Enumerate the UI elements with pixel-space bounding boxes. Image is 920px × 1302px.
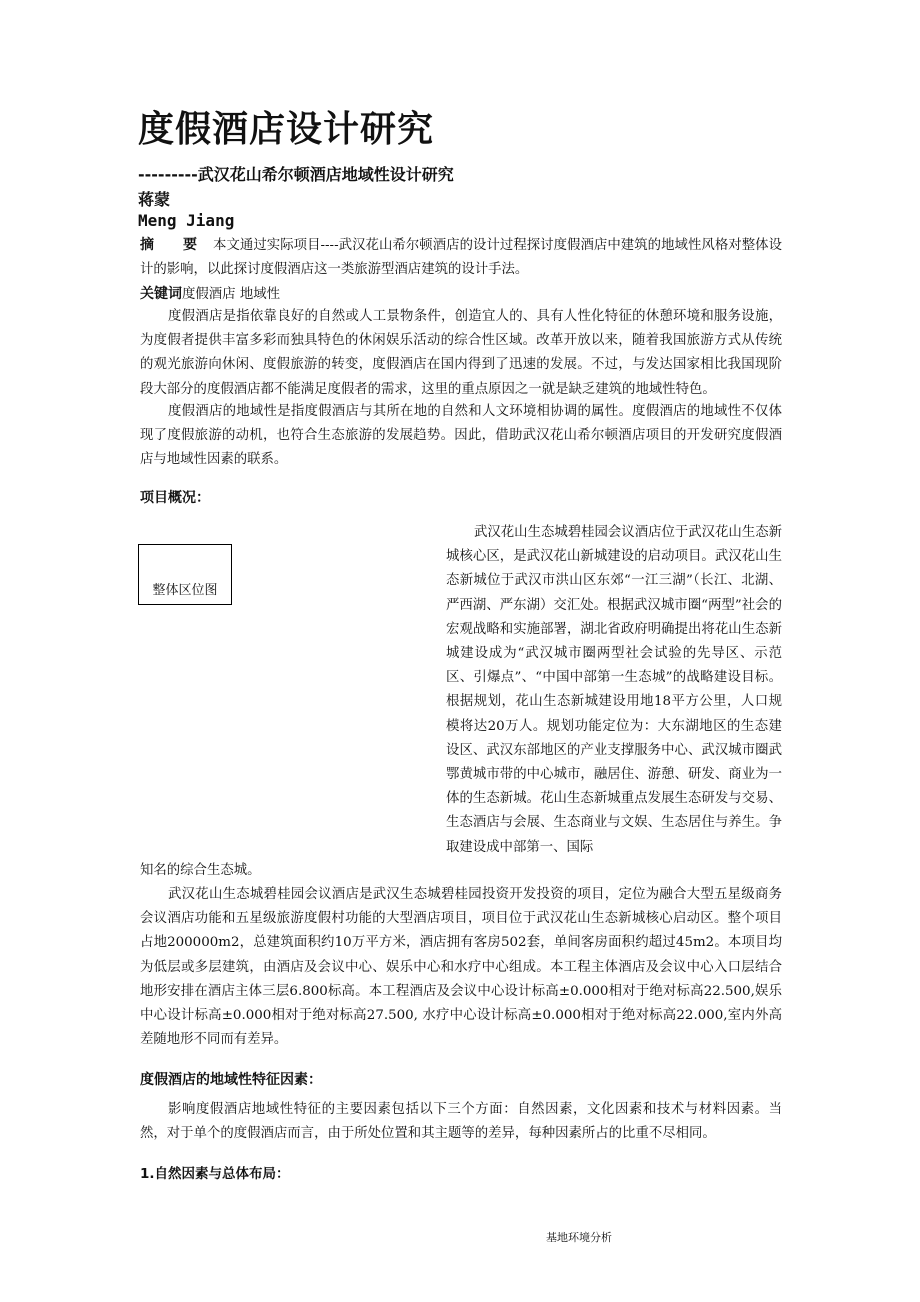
author-name-chinese: 蒋蒙 — [138, 190, 171, 209]
keywords-text: 度假酒店 地域性 — [182, 287, 280, 302]
author-name-english: Meng Jiang — [138, 211, 235, 230]
overview-paragraph-continuation: 知名的综合生态城。 — [140, 863, 261, 878]
keywords — [140, 282, 782, 307]
hotel-description-paragraph: 武汉花山生态城碧桂园会议酒店是武汉生态城碧桂园投资开发投资的项目，定位为融合大型五星级商务会议酒店功能和五星级旅游度假村功能的大型酒店项目，项目位于武汉花山生态新城核心启动区。整个项目占地200000m2，总建筑面积约10万平方米，酒店拥有客房502套，单间客房面积约超过45m2。本项目均为低层或多层建筑，由酒店及会议中心、娱乐中心和水疗中心组成。本工程主体酒店及会议中心入口层结合地形安排在酒店主体三层6.800标高。本工程酒店及会议中心设计标高±0.000相对于绝对标高22.500,娱乐中心设计标高±0.000相对于绝对标高27.500, 水疗中心设计标高±0.000相对于绝对标高22.000,室内外高差随地形不同而有差异。 — [140, 887, 782, 1048]
abstract — [140, 233, 782, 282]
intro-paragraph-1: 度假酒店是指依靠良好的自然或人工景物条件，创造宜人的、具有人性化特征的休憩环境和服务设施，为度假者提供丰富多彩而独具特色的休闲娱乐活动的综合性区域。改革开放以来，随着我国旅游方式从传统的观光旅游向休闲、度假旅游的转变，度假酒店在国内得到了迅速的发展。不过，与发达国家相比我国现阶段大部分的度假酒店都不能满足度假者的需求，这里的重点原因之一就是缺乏建筑的地域性特色。 — [140, 309, 782, 397]
keywords-label: 关键词 — [140, 286, 182, 302]
abstract-label: 摘 要 — [140, 237, 210, 253]
overview-side-paragraph: 武汉花山生态城碧桂园会议酒店位于武汉花山生态新城核心区，是武汉花山新城建设的启动项目。武汉花山生态新城位于武汉市洪山区东郊“一江三湖”（长江、北湖、严西湖、严东湖）交汇处。根据武汉城市圈“两型”社会的宏观战略和实施部署，湖北省政府明确提出将花山生态新城建设成为“武汉城市圈两型社会试验的先导区、示范区、引爆点”、“中国中部第一生态城”的战略建设目标。根据规划，花山生态新城建设用地18平方公里，人口规模将达20万人。规划功能定位为：大东湖地区的生态建设区、武汉东部地区的产业支撑服务中心、武汉城市圈武鄂黄城市带的中心城市，融居住、游憩、研发、商业为一体的生态新城。花山生态新城重点发展生态研发与交易、生态酒店与会展、生态商业与文娱、生态居住与养生。争取建设成中部第一、国际 — [446, 525, 782, 855]
document-subtitle: ---------武汉花山希尔顿酒店地域性设计研究 — [138, 165, 454, 184]
section-heading-regional-factors: 度假酒店的地域性特征因素： — [140, 1072, 322, 1088]
abstract-text: 本文通过实际项目----武汉花山希尔顿酒店的设计过程探讨度假酒店中建筑的地域性风格对整体设计的影响，以此探讨度假酒店这一类旅游型酒店建筑的设计手法。 — [140, 238, 782, 278]
subsection-heading-natural-factors: 1.自然因素与总体布局： — [140, 1166, 290, 1182]
section-heading-overview: 项目概况： — [140, 490, 210, 506]
figure-label: 整体区位图 — [152, 583, 218, 598]
intro-paragraph-2: 度假酒店的地域性是指度假酒店与其所在地的自然和人文环境相协调的属性。度假酒店的地域性不仅体现了度假旅游的动机，也符合生态旅游的发展趋势。因此，借助武汉花山希尔顿酒店项目的开发研究度假酒店与地域性因素的联系。 — [140, 404, 782, 468]
location-figure-placeholder — [138, 544, 232, 605]
document-title: 度假酒店设计研究 — [138, 109, 435, 150]
factors-paragraph: 影响度假酒店地域性特征的主要因素包括以下三个方面：自然因素，文化因素和技术与材料因素。当然，对于单个的度假酒店而言，由于所处位置和其主题等的差异，每种因素所占的比重不尽相同。 — [140, 1102, 782, 1142]
figure-caption: 基地环境分析 — [546, 1231, 612, 1244]
